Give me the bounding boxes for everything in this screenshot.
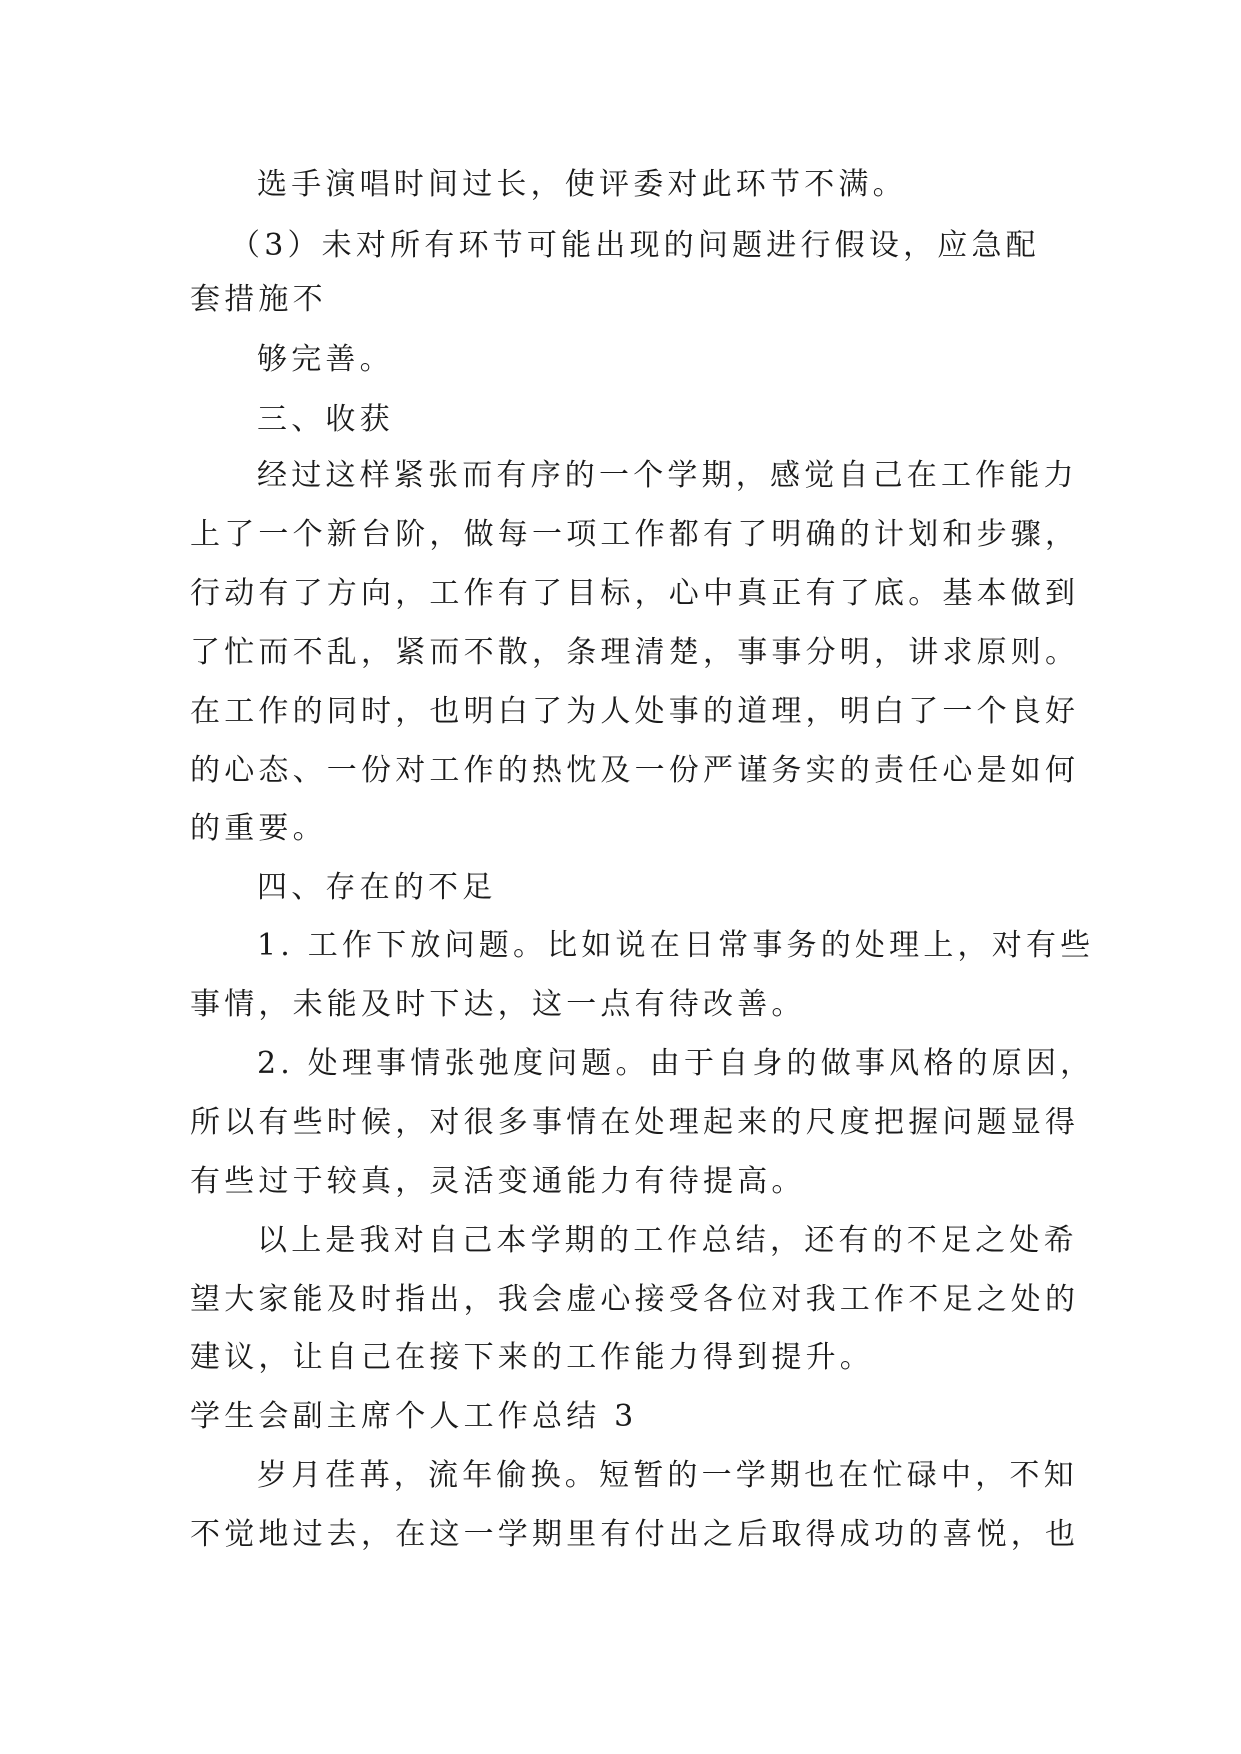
- paragraph-line: 行动有了方向，工作有了目标，心中真正有了底。基本做到: [190, 576, 1080, 611]
- paragraph-line: （3）未对所有环节可能出现的问题进行假设，应急配: [230, 228, 1040, 263]
- section-heading: 四、存在的不足: [257, 870, 497, 905]
- paragraph-line: 上了一个新台阶，做每一项工作都有了明确的计划和步骤，: [190, 517, 1080, 552]
- paragraph-line: 的重要。: [190, 811, 327, 846]
- paragraph-line: 经过这样紧张而有序的一个学期，感觉自己在工作能力: [257, 458, 1078, 493]
- paragraph-line: 的心态、一份对工作的热忱及一份严谨务实的责任心是如何: [190, 753, 1080, 788]
- paragraph-line: 在工作的同时，也明白了为人处事的道理，明白了一个良好: [190, 694, 1080, 729]
- paragraph-line: 套措施不: [190, 282, 327, 317]
- paragraph-line: 以上是我对自己本学期的工作总结，还有的不足之处希: [257, 1223, 1078, 1258]
- paragraph-line: 有些过于较真，灵活变通能力有待提高。: [190, 1164, 806, 1199]
- paragraph-line: 了忙而不乱，紧而不散，条理清楚，事事分明，讲求原则。: [190, 635, 1080, 670]
- paragraph-line: 够完善。: [257, 342, 394, 377]
- paragraph-line: 岁月荏苒，流年偷换。短暂的一学期也在忙碌中，不知: [257, 1458, 1078, 1493]
- document-title: 学生会副主席个人工作总结 3: [190, 1399, 638, 1434]
- paragraph-line: 望大家能及时指出，我会虚心接受各位对我工作不足之处的: [190, 1282, 1080, 1317]
- paragraph-line: 2. 处理事情张弛度问题。由于自身的做事风格的原因，: [257, 1046, 1095, 1081]
- paragraph-line: 建议，让自己在接下来的工作能力得到提升。: [190, 1340, 874, 1375]
- paragraph-line: 1. 工作下放问题。比如说在日常事务的处理上，对有些: [257, 928, 1095, 963]
- paragraph-line: 选手演唱时间过长，使评委对此环节不满。: [257, 167, 907, 202]
- paragraph-line: 所以有些时候，对很多事情在处理起来的尺度把握问题显得: [190, 1105, 1080, 1140]
- paragraph-line: 事情，未能及时下达，这一点有待改善。: [190, 987, 806, 1022]
- paragraph-line: 不觉地过去，在这一学期里有付出之后取得成功的喜悦，也: [190, 1517, 1080, 1552]
- section-heading: 三、收获: [257, 402, 394, 437]
